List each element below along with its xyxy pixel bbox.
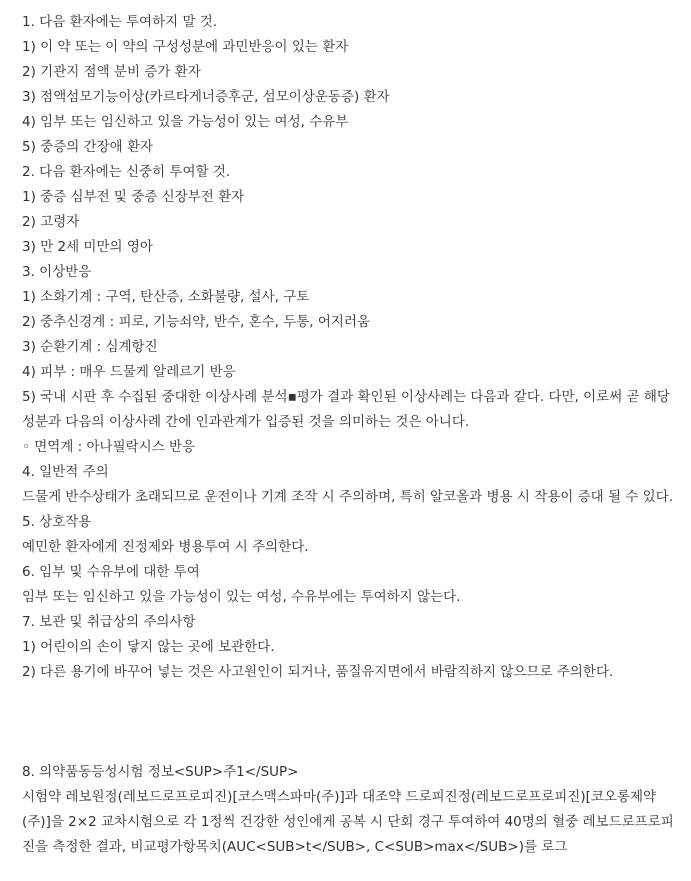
text-line: 4) 임부 또는 임신하고 있을 가능성이 있는 여성, 수유부 [22, 114, 349, 130]
immune-general-block [22, 435, 682, 485]
text-line: 임부 또는 임신하고 있을 가능성이 있는 여성, 수유부에는 투여하지 않는다. [22, 589, 461, 605]
text-line: 1) 소화기계 : 구역, 탄산증, 소화불량, 설사, 구토 [22, 289, 310, 305]
text-line: 7. 보관 및 취급상의 주의사항 [22, 614, 196, 630]
text-line: ◦ 면역계 : 아나필락시스 반응 [22, 439, 196, 455]
text-line: 4) 피부 : 매우 드물게 알레르기 반응 [22, 364, 236, 380]
interaction-storage-block [22, 510, 682, 685]
text-line: 3. 이상반응 [22, 264, 92, 280]
text-line: 4. 일반적 주의 [22, 464, 109, 480]
text-line: 5) 중증의 간장애 환자 [22, 139, 154, 155]
contraindications-block [22, 10, 682, 385]
section-8-title: 8. 의약품동등성시험 정보<SUP>주1</SUP> [22, 764, 299, 780]
spacer [22, 685, 682, 760]
text-line: 1) 어린이의 손이 닿지 않는 곳에 보관한다. [22, 639, 275, 655]
text-line: 2. 다음 환자에는 신중히 투여할 것. [22, 164, 231, 180]
text-line: 2) 고령자 [22, 214, 80, 230]
paragraph-general-caution: 드물게 반수상태가 초래되므로 운전이나 기계 조작 시 주의하며, 특히 알코올과 병용 시 작용이 증대 될 수 있다. [22, 489, 674, 505]
document-body [22, 10, 682, 860]
text-line: 1) 중증 심부전 및 중증 신장부전 환자 [22, 189, 245, 205]
text-line: 예민한 환자에게 진정제와 병용투여 시 주의한다. [22, 539, 309, 555]
text-line: 6. 임부 및 수유부에 대한 투여 [22, 564, 200, 580]
text-line: 5. 상호작용 [22, 514, 92, 530]
text-line: 2) 중추신경계 : 피로, 기능쇠약, 반수, 혼수, 두통, 어지러움 [22, 314, 371, 330]
text-line: 2) 기관지 점액 분비 증가 환자 [22, 64, 201, 80]
text-line: 2) 다른 용기에 바꾸어 넣는 것은 사고원인이 되거나, 품질유지면에서 바람직하지 않으므로 주의한다. [22, 664, 614, 680]
paragraph-bioequivalence: 시험약 레보원정(레보드로프로피진)[코스맥스파마(주)]과 대조약 드로피진정(레보드로프로피진)[코오롱제약(주)]을 2×2 교차시험으로 각 1정씩 건강한 성인에게 공복 시 단회 경구 투여하여 40명의 혈중 레보드로프로피진을 측정한 결과, 비교평가항목치(AUC<SUB>t</SUB>, C<SUB>max</SUB>)를 로그 [22, 789, 674, 855]
text-line: 3) 만 2세 미만의 영아 [22, 239, 153, 255]
text-line: 3) 순환기계 : 심계항진 [22, 339, 158, 355]
text-line: 3) 점액섬모기능이상(카르타게너증후군, 섬모이상운동증) 환자 [22, 89, 390, 105]
paragraph-adverse-postmarketing: 5) 국내 시판 후 수집된 중대한 이상사례 분석▪평가 결과 확인된 이상사례는 다음과 같다. 다만, 이로써 곧 해당성분과 다음의 이상사례 간에 인과관계가 입증된 것을 의미하는 것은 아니다. [22, 389, 670, 430]
text-line: 1. 다음 환자에는 투여하지 말 것. [22, 14, 218, 30]
text-line: 1) 이 약 또는 이 약의 구성성분에 과민반응이 있는 환자 [22, 39, 349, 55]
